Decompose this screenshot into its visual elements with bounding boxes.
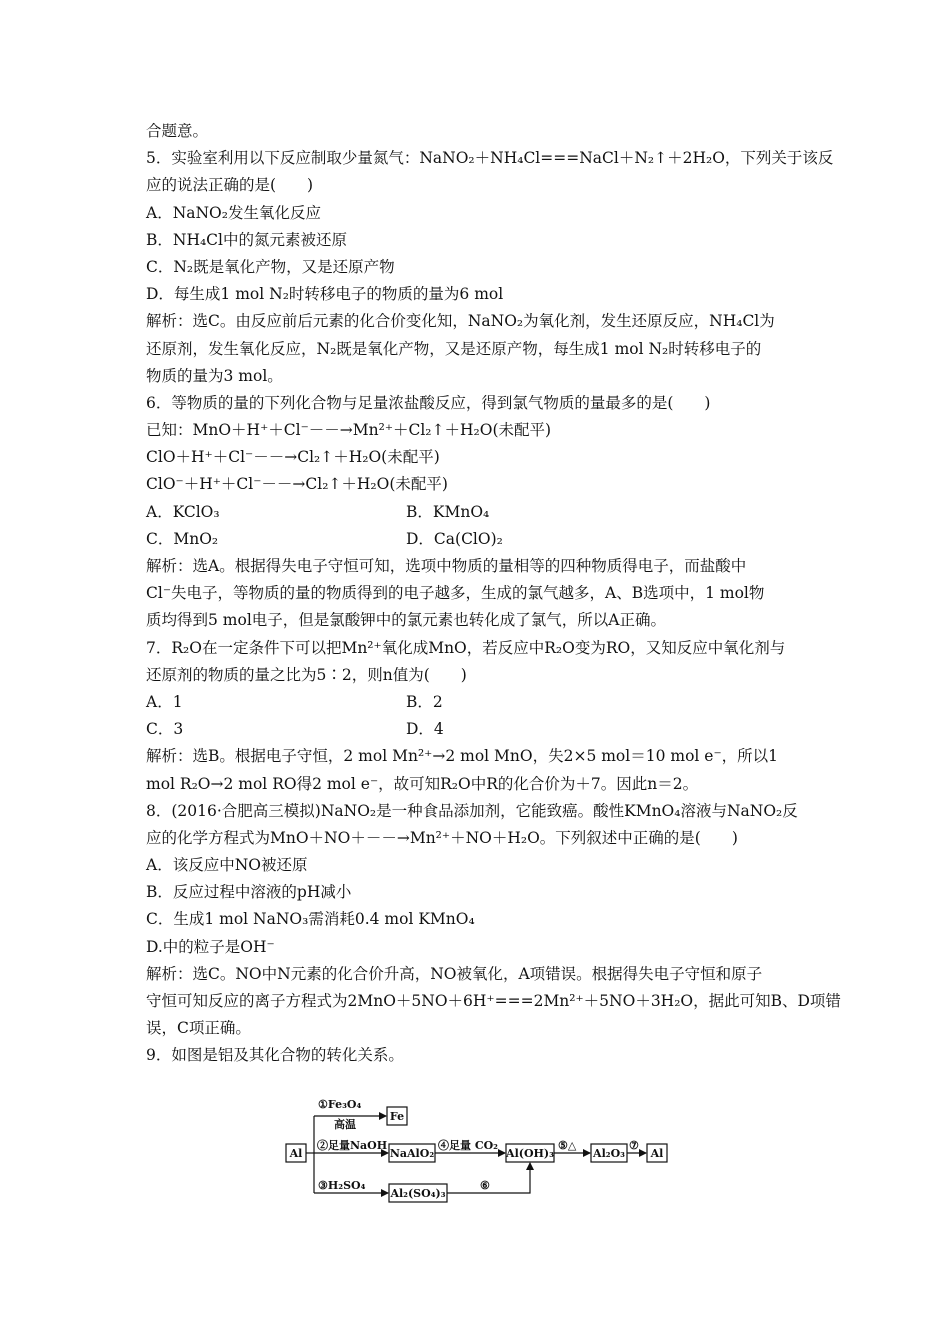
q5-option-a: A．NaNO₂发生氧化反应 [146, 203, 321, 222]
q6-known-eq-1: 已知：MnO＋H⁺＋Cl⁻－－→Mn²⁺＋Cl₂↑＋H₂O(未配平) [146, 421, 552, 440]
q5-option-c: C．N₂既是氧化产物，又是还原产物 [146, 257, 395, 276]
q7-option-c: C．3 [146, 720, 184, 739]
label-step-7: ⑦ [629, 1139, 639, 1152]
q6-analysis: 解析：选A。根据得失电子守恒可知，选项中物质的量相等的四种物质得电子，而盐酸中 [146, 557, 747, 575]
label-step-5: ⑤△ [558, 1139, 577, 1152]
q7-options-row [146, 716, 816, 743]
text-line: Cl⁻失电子，等物质的量的物质得到的电子越多，生成的氯气越多，A、B选项中，1 mol物 [146, 584, 765, 603]
text-line: 合题意。 [146, 122, 209, 140]
text-line: 应的说法正确的是( ) [146, 176, 314, 195]
question-7-stem: 7．R₂O在一定条件下可以把Mn²⁺氧化成MnO，若反应中R₂O变为RO，又知反应中氧化剂与 [146, 638, 786, 657]
text-line: 物质的量为3 mol。 [146, 366, 283, 385]
q8-option-b: B．反应过程中溶液的pH减小 [146, 883, 352, 902]
text-line: 还原剂，发生氧化反应，N₂既是氧化产物，又是还原产物，每生成1 mol N₂时转移电子的 [146, 339, 762, 358]
box-al2o3-label: Al₂O₃ [593, 1147, 625, 1160]
document-body [146, 118, 841, 1070]
q7-option-d: D．4 [406, 720, 444, 739]
aluminum-conversion-diagram [284, 1094, 684, 1214]
q8-option-c: C．生成1 mol NaNO₃需消耗0.4 mol KMnO₄ [146, 910, 475, 929]
box-al-start-label: Al [289, 1147, 303, 1160]
box-al-end [647, 1144, 667, 1162]
label-step-6: ⑥ [480, 1179, 490, 1192]
q6-known-eq-3: ClO⁻＋H⁺＋Cl⁻－－→Cl₂↑＋H₂O(未配平) [146, 475, 448, 494]
q8-analysis: 解析：选C。NO中N元素的化合价升高，NO被氧化，A项错误。根据得失电子守恒和原子 [146, 964, 763, 983]
text-line: 应的化学方程式为MnO＋NO＋－－→Mn²⁺＋NO＋H₂O。下列叙述中正确的是( ) [146, 828, 738, 847]
text-line: 误，C项正确。 [146, 1019, 251, 1038]
q7-analysis: 解析：选B。根据电子守恒，2 mol Mn²⁺→2 mol MnO，失2×5 mol＝10 mol e⁻，所以1 [146, 747, 778, 766]
label-step-2: ②足量NaOH [317, 1139, 388, 1152]
q6-option-c: C．MnO₂ [146, 529, 219, 548]
question-9-stem: 9．如图是铝及其化合物的转化关系。 [146, 1046, 404, 1065]
question-8-stem: 8．(2016·合肥高三模拟)NaNO₂是一种食品添加剂，它能致癌。酸性KMnO₄溶液与NaNO₂反 [146, 801, 798, 820]
q6-option-d: D．Ca(ClO)₂ [406, 529, 503, 548]
q6-option-b: B．KMnO₄ [406, 502, 490, 521]
q8-option-d: D.中的粒子是OH⁻ [146, 937, 275, 956]
q7-option-a: A．1 [146, 692, 183, 711]
box-naalo2 [389, 1144, 435, 1162]
box-aloh3 [505, 1144, 554, 1162]
text-line: mol R₂O→2 mol RO得2 mol e⁻，故可知R₂O中R的化合价为＋7。因此n＝2。 [146, 774, 699, 793]
q5-option-d: D．每生成1 mol N₂时转移电子的物质的量为6 mol [146, 285, 504, 304]
box-al2so43 [389, 1184, 447, 1202]
q8-option-a: A．该反应中NO被还原 [146, 856, 308, 875]
question-5-stem: 5．实验室利用以下反应制取少量氮气：NaNO₂＋NH₄Cl===NaCl＋N₂↑＋2H₂O，下列关于该反 [146, 149, 834, 168]
box-aloh3-label: Al(OH)₃ [506, 1147, 554, 1160]
box-naalo2-label: NaAlO₂ [389, 1147, 435, 1160]
q6-options-row [146, 499, 816, 526]
text-line: 质均得到5 mol电子，但是氯酸钾中的氯元素也转化成了氯气，所以A正确。 [146, 611, 666, 630]
text-line: 守恒可知反应的离子方程式为2MnO＋5NO＋6H⁺===2Mn²⁺＋5NO＋3H₂O，据此可知B、D项错 [146, 992, 841, 1010]
question-6-stem: 6．等物质的量的下列化合物与足量浓盐酸反应，得到氯气物质的量最多的是( ) [146, 393, 711, 412]
box-al2o3 [591, 1144, 627, 1162]
box-al2so43-label: Al₂(SO₄)₃ [390, 1187, 446, 1200]
q6-known-eq-2: ClO＋H⁺＋Cl⁻－－→Cl₂↑＋H₂O(未配平) [146, 448, 440, 467]
box-al-end-label: Al [650, 1147, 664, 1160]
label-step-3: ③H₂SO₄ [318, 1179, 366, 1192]
q6-option-a: A．KClO₃ [146, 502, 220, 521]
label-step-4: ④足量 CO₂ [438, 1139, 498, 1152]
box-fe [387, 1107, 407, 1125]
q7-options-row [146, 689, 816, 716]
box-al-start [286, 1144, 306, 1162]
q6-options-row [146, 526, 816, 553]
box-fe-label: Fe [389, 1110, 405, 1123]
q5-analysis: 解析：选C。由反应前后元素的化合价变化知，NaNO₂为氧化剂，发生还原反应，NH₄Cl为 [146, 312, 775, 331]
q7-option-b: B．2 [406, 692, 443, 711]
q5-option-b: B．NH₄Cl中的氮元素被还原 [146, 230, 348, 249]
label-high-temp: 高温 [334, 1118, 356, 1131]
label-step-1: ①Fe₃O₄ [318, 1098, 362, 1111]
text-line: 还原剂的物质的量之比为5∶2，则n值为( ) [146, 665, 467, 684]
